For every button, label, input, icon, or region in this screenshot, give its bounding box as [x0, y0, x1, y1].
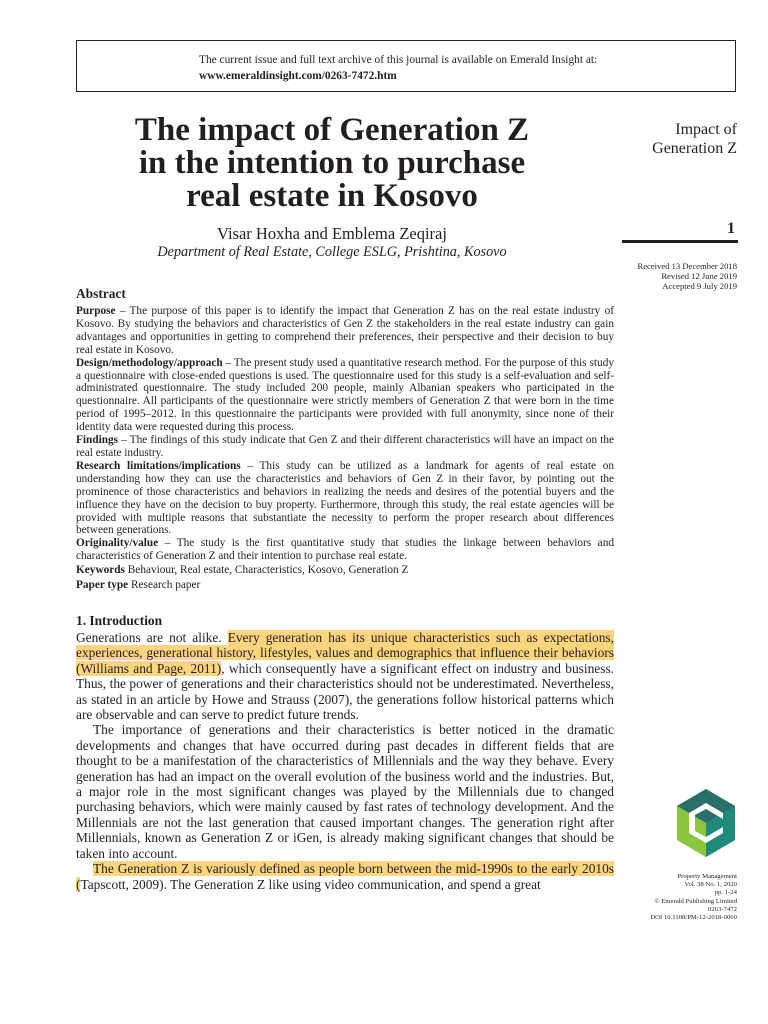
intro-paragraph-2: The importance of generations and their characteristics is better noticed in the dramatic developments and changes that have occurred during past decades in different fields that are thought to be a manifestation of the characteristics of Millennials and the way they behave. Every generation has had an impact on the overall evolution of the business world and the industries. But, a major role in the most significant changes was played by the Millennials due to changed purchasing behaviors, which were mainly caused by fast rates of technology development. And the Millennials are not the last generation that caused important changes. The generation right after Millennials, known as Generation Z or iGen, is already making significant changes that should be taken into account. [76, 722, 614, 861]
abstract-originality [76, 537, 614, 563]
paper-type [76, 579, 200, 591]
page-number: 1 [727, 220, 735, 237]
journal-doi[interactable]: DOI 10.1108/PM-12-2018-0060 [650, 914, 737, 922]
authors: Visar Hoxha and Emblema Zeqiraj [217, 224, 447, 243]
access-notice-box [76, 40, 736, 92]
journal-issn: 0263-7472 [708, 905, 737, 913]
findings-label: Findings [76, 434, 119, 447]
paper-type-label: Paper type [76, 579, 129, 591]
limitations-text: – This study can be utilized as a landmark for agents of real estate on understanding how they can use the characteristics and behaviors of Gen Z in their favor, by pointing out the prominence of those characteristics and behaviors in realizing the needs and desires of the potential buyers and the influence they have on the decision to buy property. Furthermore, through this study, the real estate agencies will be provided with multiple reasons that substantiate the necessity to perform the proper research about differences between generations. [76, 459, 615, 537]
originality-text: – The study is the first quantitative study that studies the linkage between behaviors and characteristics of Generation Z and their intention to purchase real estate. [76, 537, 614, 563]
journal-info [650, 873, 737, 922]
keywords-text: Behaviour, Real estate, Characteristics, Kosovo, Generation Z [124, 564, 409, 576]
abstract-body [76, 305, 614, 563]
intro-p1-start: Generations are not alike. [76, 630, 228, 645]
journal-volume: Vol. 38 No. 1, 2020 [684, 881, 737, 889]
running-head-line-1: Impact of [675, 121, 737, 138]
title-line-2: in the intention to purchase [138, 145, 526, 181]
journal-publisher: © Emerald Publishing Limited [654, 897, 737, 905]
originality-label: Originality/value [76, 537, 159, 550]
affiliation: Department of Real Estate, College ESLG, Prishtina, Kosovo [157, 244, 507, 260]
section-heading-introduction: 1. Introduction [76, 613, 163, 628]
introduction-body [76, 630, 614, 892]
access-notice-url[interactable]: www.emeraldinsight.com/0263-7472.htm [199, 70, 397, 82]
title-line-1: The impact of Generation Z [134, 112, 530, 148]
emerald-logo-icon [676, 789, 736, 857]
intro-paragraph-3 [76, 861, 614, 892]
abstract-limitations [76, 460, 614, 537]
date-accepted: Accepted 9 July 2019 [662, 281, 737, 292]
intro-p3-rest: Tapscott, 2009). The Generation Z like using video communication, and spend a great [80, 876, 541, 892]
paper-type-text: Research paper [128, 579, 201, 591]
article-dates [637, 261, 737, 292]
purpose-text: – The purpose of this paper is to identify the impact that Generation Z has on the real estate industry of Kosovo. By studying the behaviors and characteristics of Gen Z the stakeholders in the real estate industry can gain advantages and opportunities in getting to comprehend their preferences, their perspective and their decision to buy real estate in Kosovo. [76, 305, 614, 356]
abstract-purpose [76, 305, 614, 357]
access-notice-text: The current issue and full text archive of this journal is available on Emerald Insight at: [199, 54, 598, 66]
running-head [652, 120, 737, 158]
running-head-line-2: Generation Z [652, 140, 737, 157]
abstract-design [76, 357, 614, 434]
date-received: Received 13 December 2018 [637, 261, 737, 271]
date-revised: Revised 12 June 2019 [661, 271, 737, 282]
intro-p1-highlight: Every generation has its unique characteristics such as expectations, experiences, generational history, lifestyles, values and demographics that influence their behaviors (Williams and Page, 2011) [76, 630, 614, 676]
keywords [76, 564, 408, 576]
abstract-heading: Abstract [76, 286, 126, 301]
journal-name: Property Management [677, 873, 737, 880]
intro-p1-rest: , which consequently have a significant effect on industry and business. Thus, the power of generations and their characteristics should not be underestimated. Nevertheless, as stated in an article by Howe and Strauss (2007), the generations follow historical patterns which are observable and can serve to predict future trends. [76, 660, 614, 723]
title-line-3: real estate in Kosovo [186, 178, 478, 214]
design-label: Design/methodology/approach [76, 356, 223, 369]
journal-pages: pp. 1-24 [714, 889, 737, 897]
limitations-label: Research limitations/implications [76, 459, 241, 472]
intro-p3-highlight: The Generation Z is variously defined as people born between the mid-1990s to the early 2010s ( [76, 861, 614, 892]
design-text: – The present study used a quantitative research method. For the purpose of this study a questionnaire with close-ended questions is used. The questionnaire used for this study is a self-evaluation and self-administrated questionnaire. The study included 200 people, mainly Albanian speakers who participated in the questionnaire. All participants of the questionnaire were strictly members of Generation Z that were born in the time period of 1995–2012. In this questionnaire the participants were provided with full anonymity, since none of their identity data were requested during this process. [76, 356, 615, 434]
intro-paragraph-1 [76, 630, 614, 722]
article-title [92, 114, 572, 213]
sidebar-rule [622, 240, 738, 243]
keywords-label: Keywords [76, 564, 125, 576]
abstract-findings [76, 434, 614, 460]
findings-text: – The findings of this study indicate that Gen Z and their different characteristics will have an impact on the real estate industry. [76, 434, 614, 459]
purpose-label: Purpose [76, 305, 116, 317]
